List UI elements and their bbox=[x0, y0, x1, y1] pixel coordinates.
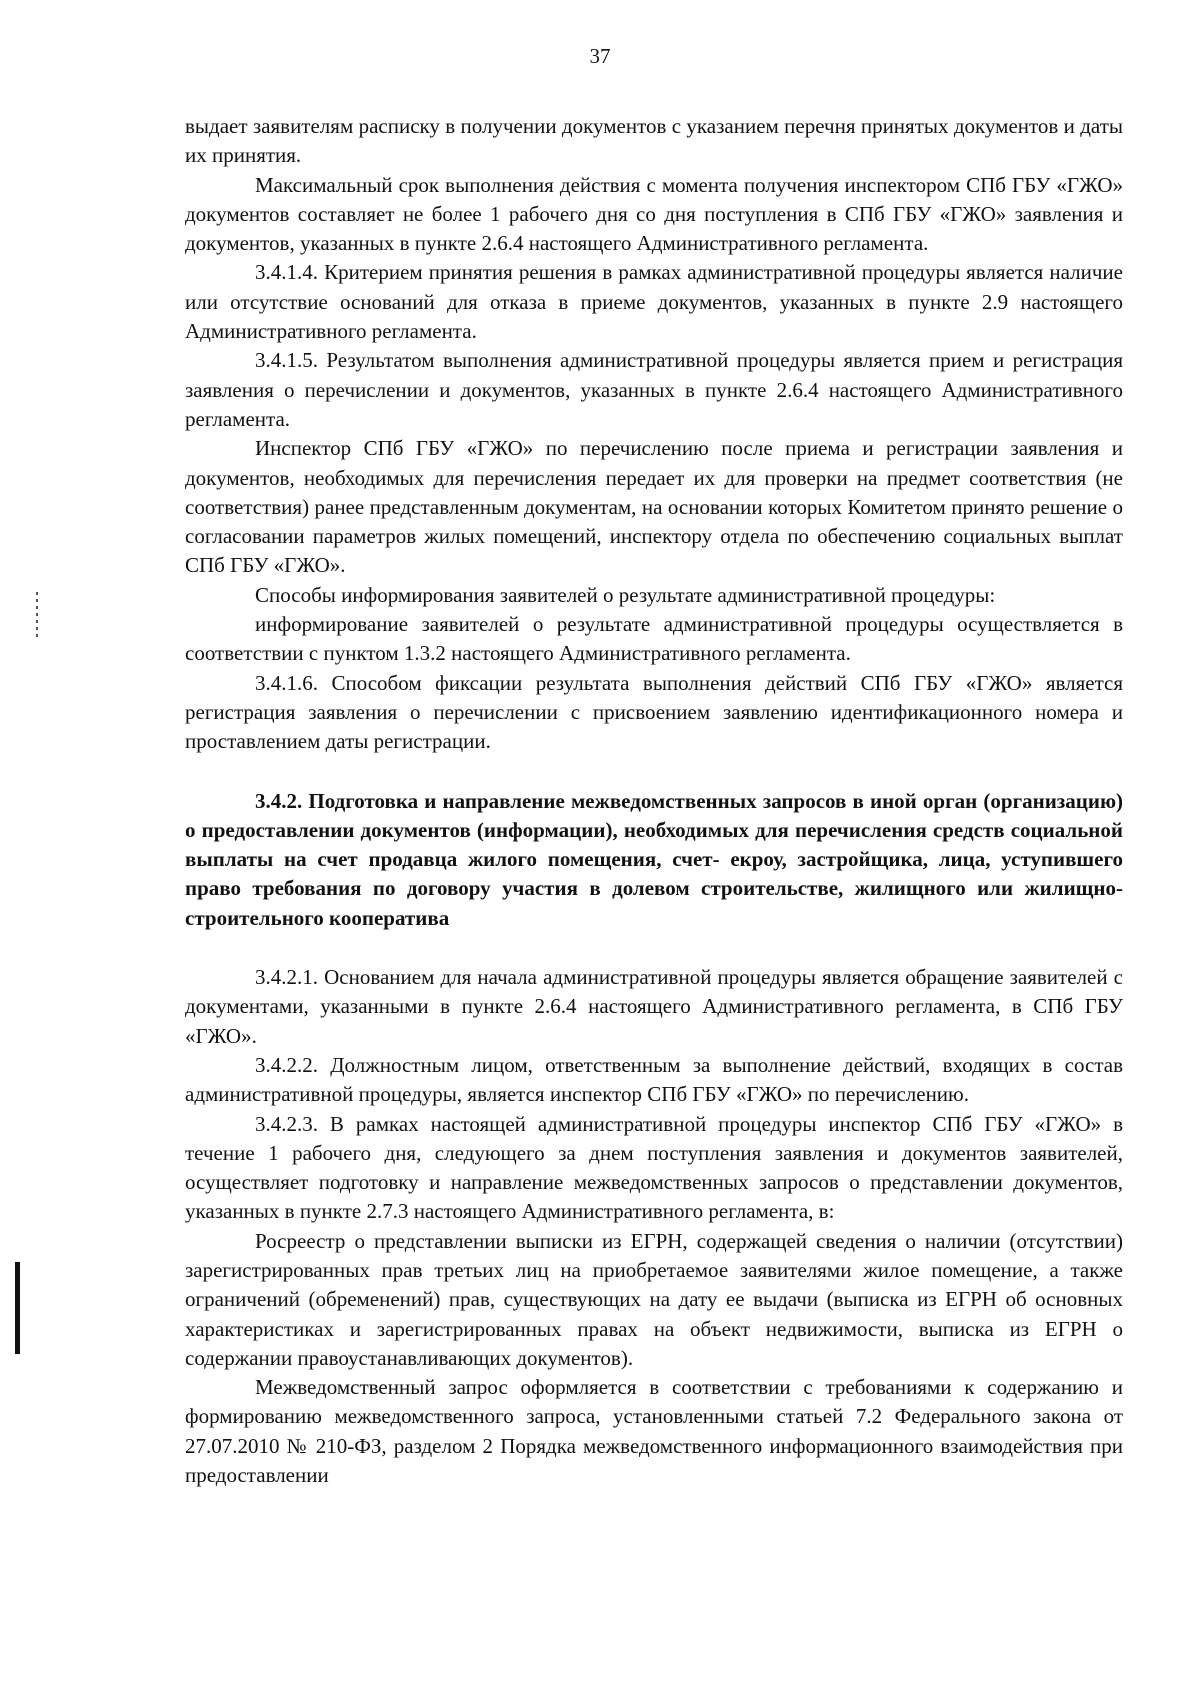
paragraph: 3.4.2.2. Должностным лицом, ответственным за выполнение действий, входящих в состав административной процедуры, является инспектор СПб ГБУ «ГЖО» по перечислению. bbox=[185, 1052, 1123, 1107]
paragraph: 3.4.1.5. Результатом выполнения административной процедуры является прием и регистрация заявления о перечислении и документов, указанных в пункте 2.6.4 настоящего Административного регламента. bbox=[185, 348, 1123, 431]
paragraph: Способы информирования заявителей о результате административной процедуры: bbox=[255, 582, 996, 607]
page-number: 37 bbox=[589, 44, 611, 68]
paragraph: 3.4.2.1. Основанием для начала административной процедуры является обращение заявителей с документами, указанными в пункте 2.6.4 настоящего Административного регламента, в СПб ГБУ «ГЖО». bbox=[185, 965, 1123, 1048]
scan-binding-mark bbox=[15, 1262, 20, 1354]
paragraph: Росреестр о представлении выписки из ЕГРН, содержащей сведения о наличии (отсутствии) зарегистрированных прав третьих лиц на приобретаемое заявителями жилое помещение, а также ограничений (обременений) прав, существующих на дату ее выдачи (выписка из ЕГРН об основных характеристиках и зарегистрированных правах на объект недвижимости, выписка из ЕГРН о содержании правоустанавливающих документов). bbox=[185, 1228, 1123, 1370]
paragraph: 3.4.2.3. В рамках настоящей административной процедуры инспектор СПб ГБУ «ГЖО» в течение 1 рабочего дня, следующего за днем поступления заявления и документов заявителей, осуществляет подготовку и направление межведомственных запросов о представлении документов, указанных в пункте 2.7.3 настоящего Административного регламента, в: bbox=[185, 1111, 1123, 1224]
paragraph: Инспектор СПб ГБУ «ГЖО» по перечислению после приема и регистрации заявления и документов, необходимых для перечисления передает их для проверки на предмет соответствия (не соответствия) ранее представленным документам, на основании которых Комитетом принято решение о согласовании параметров жилых помещений, инспектору отдела по обеспечению социальных выплат СПб ГБУ «ГЖО». bbox=[185, 436, 1123, 578]
document-body bbox=[185, 112, 1123, 1490]
paragraph: Максимальный срок выполнения действия с момента получения инспектором СПб ГБУ «ГЖО» документов составляет не более 1 рабочего дня со дня поступления в СПб ГБУ «ГЖО» заявления и документов, указанных в пункте 2.6.4 настоящего Административного регламента. bbox=[185, 172, 1123, 256]
paragraph: Межведомственный запрос оформляется в соответствии с требованиями к содержанию и формированию межведомственного запроса, установленными статьей 7.2 Федерального закона от 27.07.2010 № 210-ФЗ, разделом 2 Порядка межведомственного информационного взаимодействия при предоставлении bbox=[185, 1375, 1123, 1488]
scan-artifact-marks bbox=[36, 592, 38, 638]
paragraph: выдает заявителям расписку в получении документов с указанием перечня принятых документов и даты их принятия. bbox=[185, 114, 1123, 168]
paragraph: информирование заявителей о результате административной процедуры осуществляется в соответствии с пунктом 1.3.2 настоящего Административного регламента. bbox=[185, 612, 1123, 666]
section-heading: 3.4.2. Подготовка и направление межведомственных запросов в иной орган (организацию) о предоставлении документов (информации), необходимых для перечисления средств социальной выплаты на счет продавца жилого помещения, счет- екроу, застройщика, лица, уступившего право требования по договору участия в долевом строительстве, жилищного или жилищно-строительного кооператива bbox=[185, 788, 1123, 930]
paragraph: 3.4.1.6. Способом фиксации результата выполнения действий СПб ГБУ «ГЖО» является регистрация заявления о перечислении с присвоением заявлению идентификационного номера и проставлением даты регистрации. bbox=[185, 670, 1123, 754]
paragraph: 3.4.1.4. Критерием принятия решения в рамках административной процедуры является наличие или отсутствие оснований для отказа в приеме документов, указанных в пункте 2.9 настоящего Административного регламента. bbox=[185, 260, 1123, 344]
